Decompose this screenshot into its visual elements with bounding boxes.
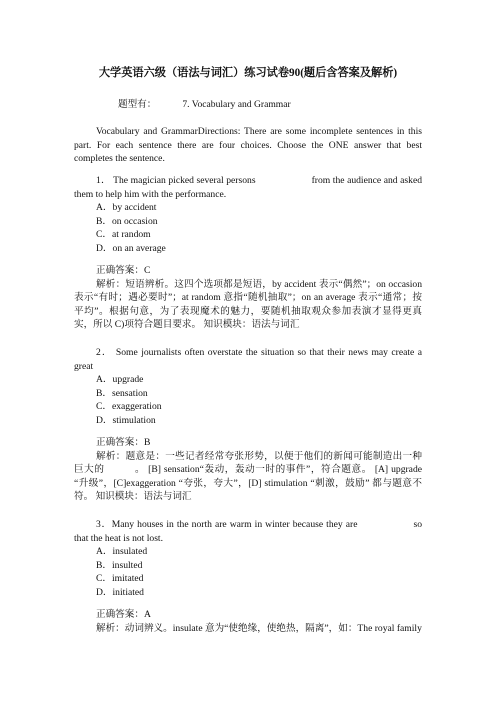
explanation: 解析：短语辨析。这四个选项都是短语，by accident 表示“偶然”；on occasion 表示“有时；遇必要时”；at random 意指“随机抽取”；on an average 表示“通常；按平均”。根据句意，为了表现魔术的魅力，要随机抽取观众参加表演才显得更真实，所以 C)项符合题目要求。 知识模块：语法与词汇 [74, 278, 422, 331]
option-a: A．by accident [96, 202, 157, 214]
directions-paragraph: Vocabulary and GrammarDirections: There are some incomplete sentences in this part. For each sentence there are four choices. Choose the ONE answer that best completes the sentence. [74, 126, 422, 165]
correct-answer: 正确答案：B [96, 437, 151, 448]
explanation: 解析：动词辨义。insulate 意为“使绝缘，使绝热，隔离”，如：The royal family [96, 622, 422, 634]
stem-part-a: 2． Some journalists often overstate the situation so that their news may create a great [74, 347, 422, 372]
stem-part-a: 3．Many houses in the north are warm in winter because they are [96, 519, 358, 530]
option-a: A．insulated [96, 546, 148, 558]
correct-answer: 正确答案：A [96, 609, 151, 620]
explanation [74, 450, 422, 504]
question-1-answer [74, 264, 422, 332]
question-2-answer [74, 436, 422, 504]
explanation-part-a: 解析：题意是：一些记者经常夸张形势，以便于他们的新闻可能制造出一种巨大的 [74, 450, 422, 476]
question-3-answer [74, 608, 422, 635]
explanation-part-b: 。 [B] sensation“轰动，轰动一时的事件”，符合题意。 [A] upgrade “升级”，[C]exaggeration “夸张，夸大”，[D] stimulation “刺激，鼓励” 都与题意不符。 知识模块：语法与词汇 [74, 464, 422, 503]
correct-answer: 正确答案：C [96, 265, 151, 276]
option-b: B．on occasion [96, 215, 158, 227]
option-d: D．stimulation [96, 414, 156, 426]
option-b: B．insulted [96, 559, 143, 571]
question-2 [74, 346, 422, 428]
stem-part-b: so that the heat is not lost. [74, 519, 422, 544]
option-c: C．at random [96, 229, 151, 241]
option-c: C．imitated [96, 573, 144, 585]
document-title: 大学英语六级（语法与词汇）练习试卷90(题后含答案及解析) [98, 67, 398, 79]
question-type-line [74, 98, 422, 112]
question-1 [74, 174, 422, 256]
stem-part-a: 1． The magician picked several persons [96, 175, 256, 186]
option-d: D．on an average [96, 242, 166, 254]
option-b: B．sensation [96, 387, 148, 399]
stem-part-b: from the audience and asked them to help him with the performance. [74, 175, 423, 200]
question-stem [74, 174, 422, 201]
type-label: 题型有： [118, 99, 157, 110]
question-stem [74, 346, 422, 373]
option-c: C．exaggeration [96, 401, 162, 413]
question-3 [74, 518, 422, 600]
type-value: 7. Vocabulary and Grammar [182, 99, 291, 110]
option-d: D．initiated [96, 586, 144, 598]
option-a: A．upgrade [96, 374, 144, 386]
question-stem [74, 518, 422, 545]
